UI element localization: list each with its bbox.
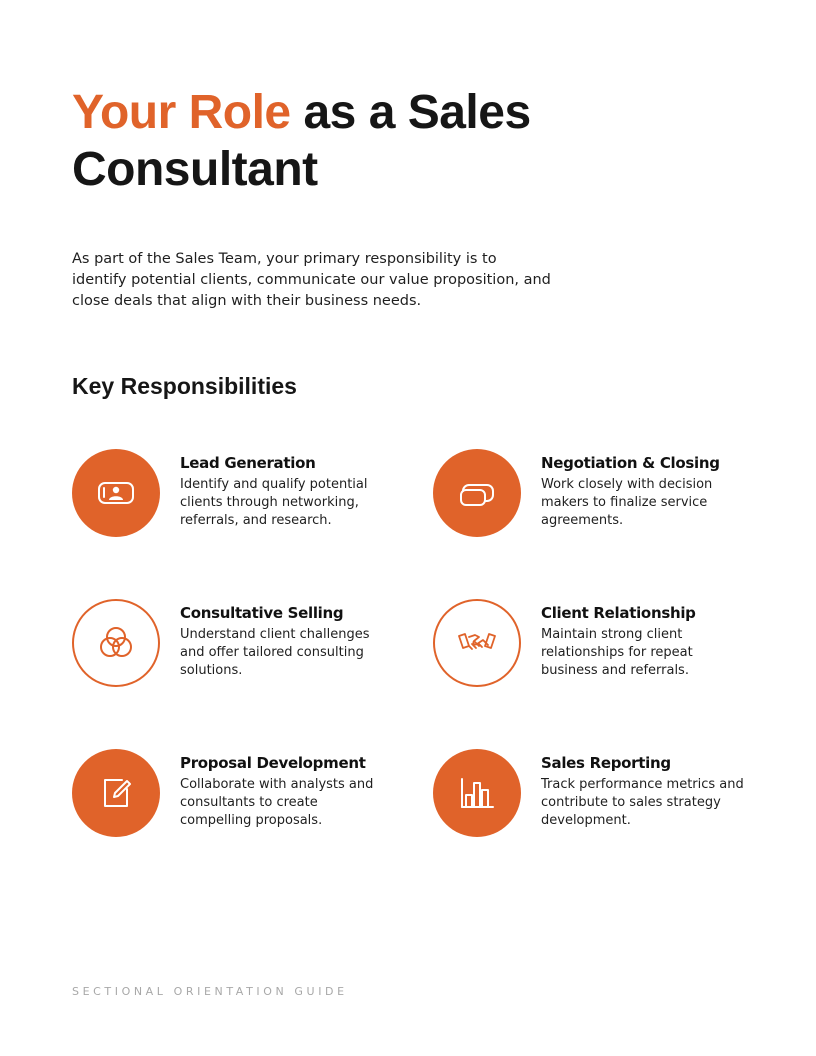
item-description: Collaborate with analysts and consultants to create compelling proposals. bbox=[180, 777, 374, 828]
page-title bbox=[72, 84, 632, 198]
intro-paragraph: As part of the Sales Team, your primary responsibility is to identify potential clients, communicate our value proposition, and close deals that align with their business needs. bbox=[72, 251, 551, 309]
chat-bubbles-icon bbox=[433, 449, 521, 537]
page-title-line2: Consultant bbox=[72, 143, 318, 196]
responsibility-negotiation-closing bbox=[433, 449, 753, 539]
item-title: Lead Generation bbox=[180, 454, 316, 472]
venn-circles-icon bbox=[72, 599, 160, 687]
item-title: Sales Reporting bbox=[541, 754, 671, 772]
responsibility-sales-reporting bbox=[433, 749, 753, 839]
handshake-icon bbox=[433, 599, 521, 687]
presentation-board-icon bbox=[72, 449, 160, 537]
item-title: Proposal Development bbox=[180, 754, 366, 772]
footer-label: SECTIONAL ORIENTATION GUIDE bbox=[72, 985, 348, 998]
section-title: Key Responsibilities bbox=[72, 373, 297, 399]
item-title: Negotiation & Closing bbox=[541, 454, 720, 472]
document-pen-icon bbox=[72, 749, 160, 837]
item-title: Client Relationship bbox=[541, 604, 696, 622]
responsibility-client-relationship bbox=[433, 599, 753, 689]
page-title-rest: as a Sales bbox=[290, 86, 531, 139]
page-title-accent: Your Role bbox=[72, 86, 291, 139]
item-description: Work closely with decision makers to finalize service agreements. bbox=[541, 477, 713, 528]
item-title: Consultative Selling bbox=[180, 604, 344, 622]
responsibility-proposal-development bbox=[72, 749, 392, 839]
bar-chart-icon bbox=[433, 749, 521, 837]
item-description: Track performance metrics and contribute to sales strategy development. bbox=[541, 777, 744, 828]
responsibility-lead-generation bbox=[72, 449, 392, 539]
responsibility-consultative-selling bbox=[72, 599, 392, 689]
item-description: Maintain strong client relationships for repeat business and referrals. bbox=[541, 627, 693, 678]
item-description: Understand client challenges and offer tailored consulting solutions. bbox=[180, 627, 370, 678]
item-description: Identify and qualify potential clients through networking, referrals, and research. bbox=[180, 477, 368, 528]
